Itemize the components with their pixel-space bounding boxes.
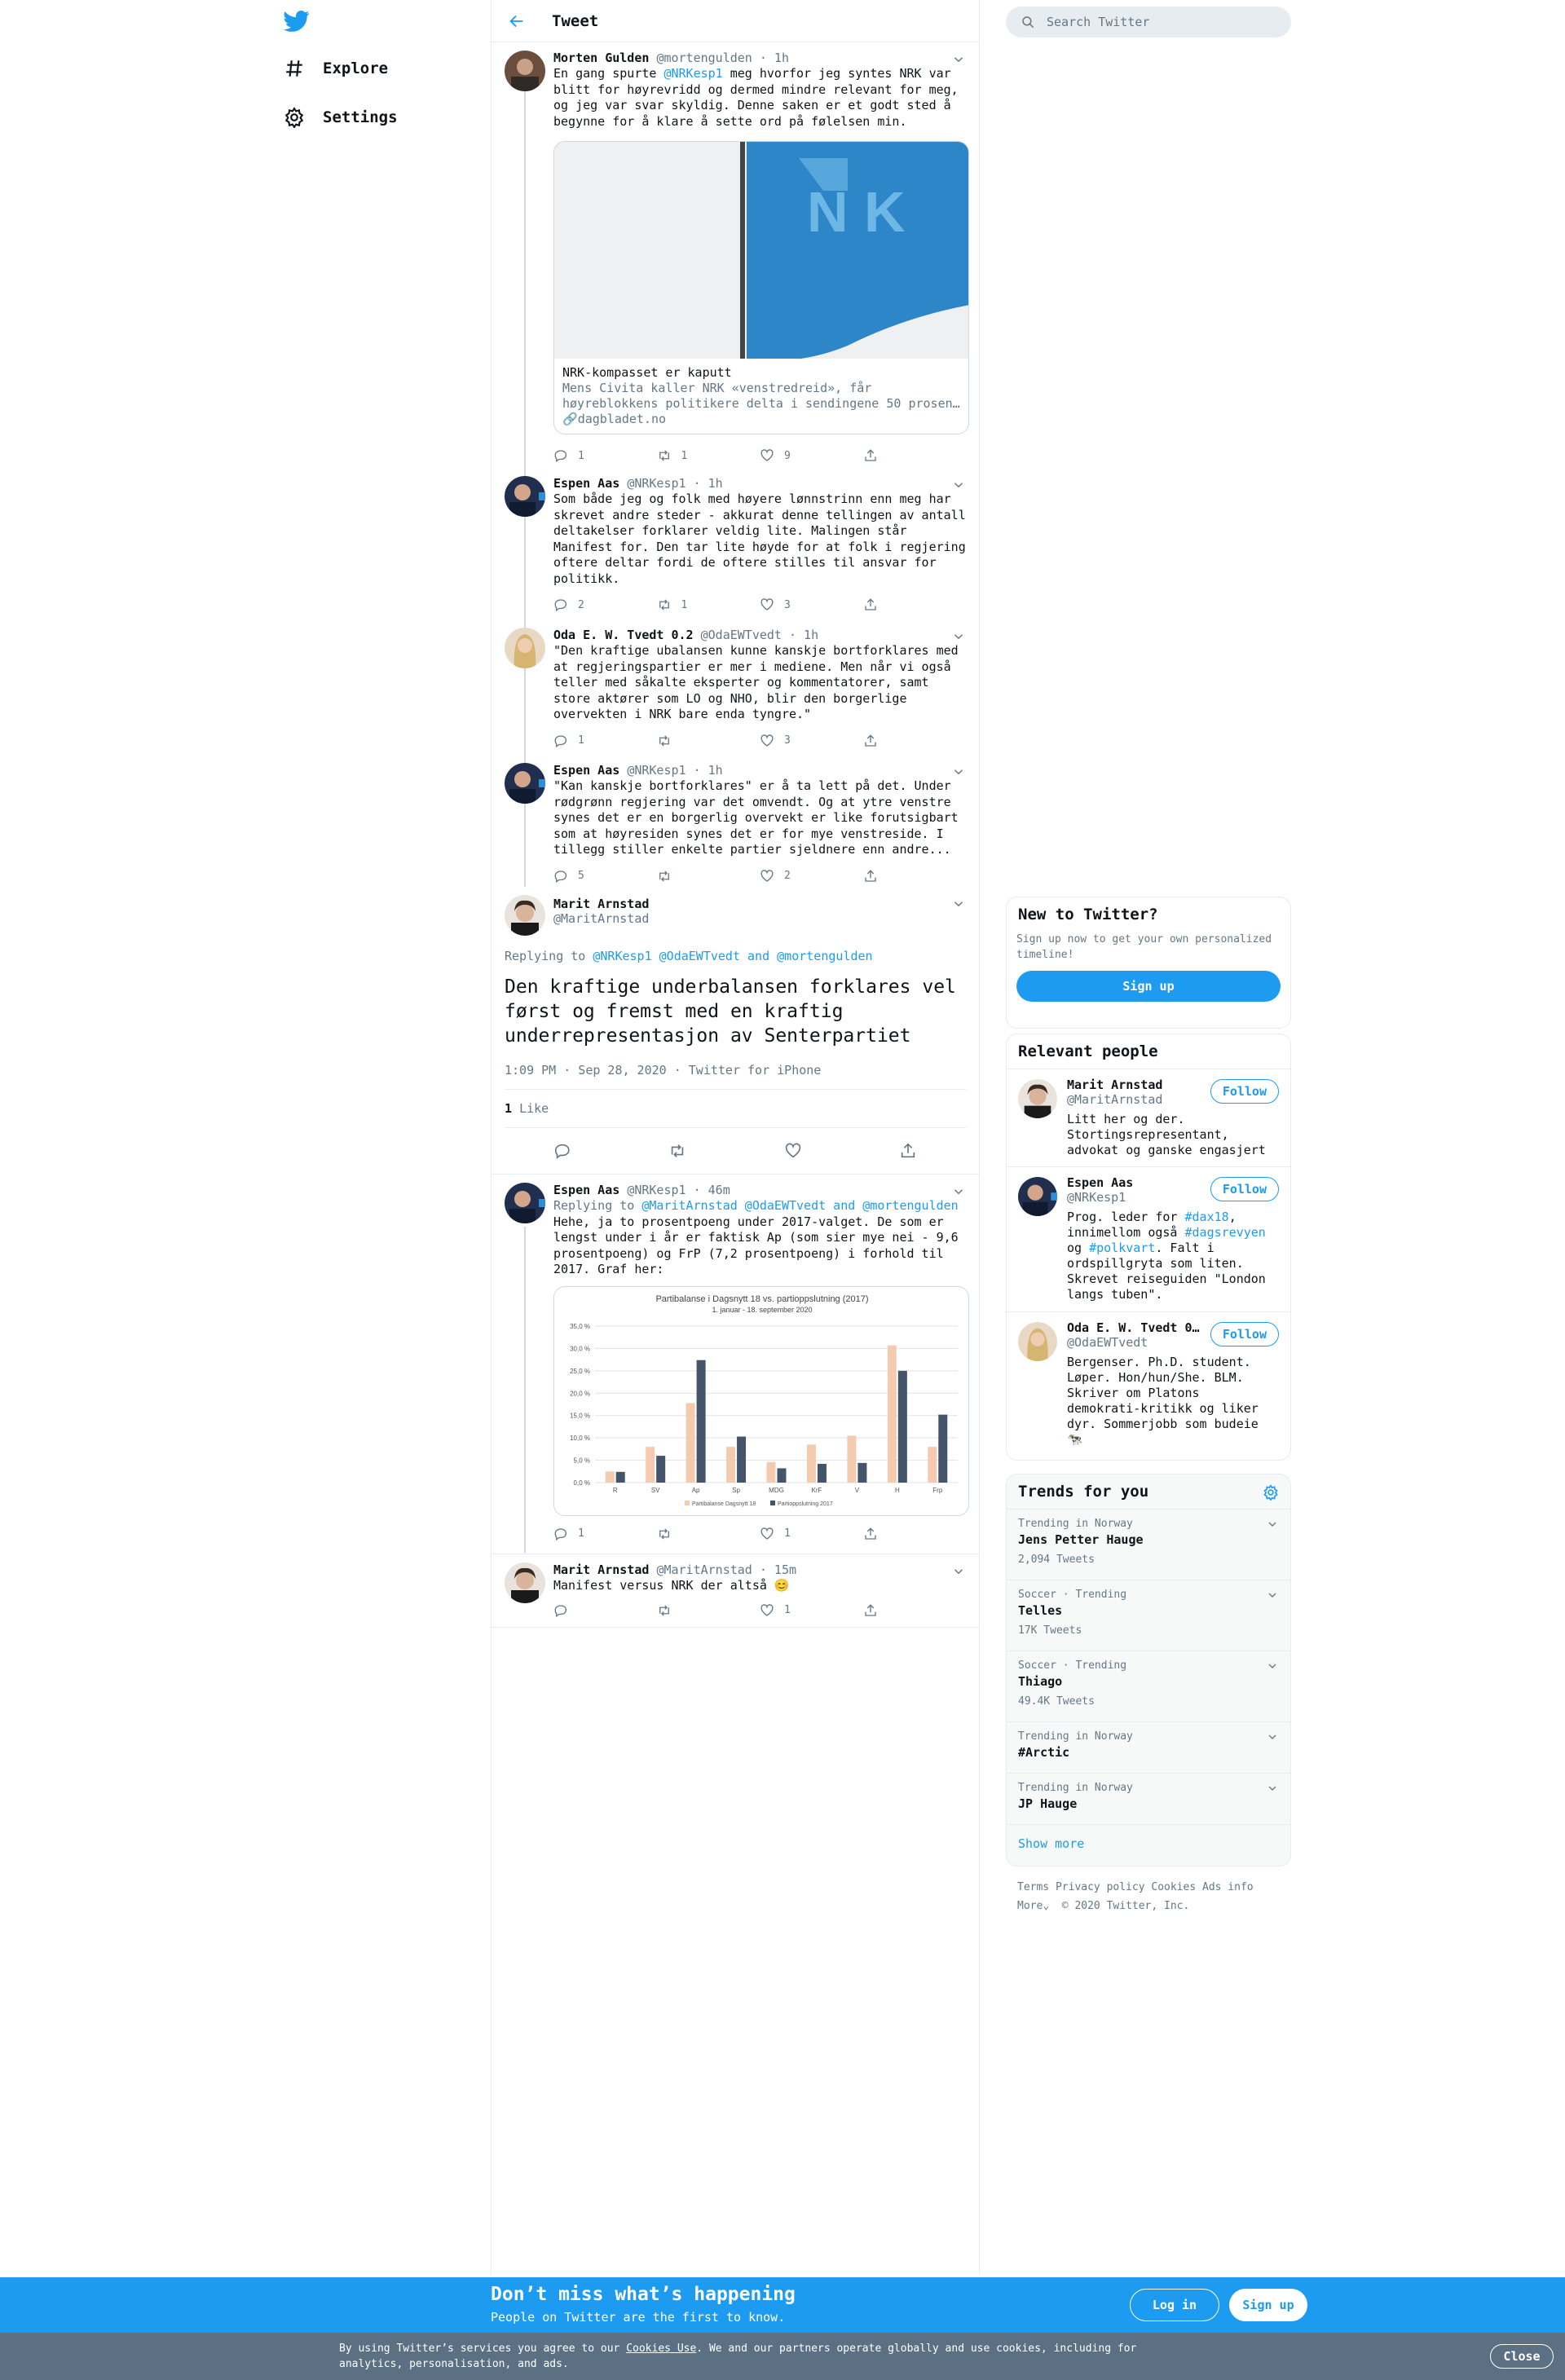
y-tick-label: 35,0 %	[570, 1322, 590, 1330]
like-button[interactable]	[760, 869, 863, 884]
person-bio	[1067, 1210, 1271, 1302]
share-button[interactable]	[863, 597, 967, 612]
new-to-twitter-box	[1006, 897, 1291, 1029]
person-handle: @OdaEWTvedt	[1067, 1335, 1148, 1350]
main-column	[491, 0, 980, 2274]
reply-count: 5	[578, 870, 584, 882]
author-handle: @MaritArnstad	[656, 1562, 752, 1577]
replying-label: Replying to	[505, 949, 593, 963]
trend-context: Trending in Norway	[1018, 1518, 1133, 1530]
like-button[interactable]	[760, 448, 863, 463]
replying-to	[553, 1198, 966, 1214]
reply-icon	[553, 734, 568, 748]
person-card[interactable]	[1007, 1166, 1290, 1311]
tweet-text: Som både jeg og folk med høyere lønnstrinn enn meg har skrevet andre steder - akkurat denne tellingen av antall deltakelser forklarer veldig lite. Malingen står Manifest for. Den tar lite høyde for at folk i regjering oftere deltar fordi de oftere stilles til ansvar for politikk.	[553, 491, 966, 586]
trend-context: Trending in Norway	[1018, 1730, 1133, 1743]
reply-button[interactable]	[553, 597, 657, 612]
chart-bar	[807, 1444, 816, 1483]
like-count: 2	[784, 870, 791, 882]
chart-legend	[685, 1501, 833, 1507]
footer-copyright: © 2020 Twitter, Inc.	[1061, 1900, 1190, 1912]
follow-button[interactable]: Follow	[1210, 1079, 1279, 1104]
person-bio: Bergenser. Ph.D. student. Løper. Hon/hun/She. BLM. Skriver om Platons demokrati-kritikk og liker dyr. Sommerjobb som budeie 🐄	[1067, 1355, 1259, 1447]
heart-icon	[760, 1603, 774, 1618]
link-card[interactable]	[553, 141, 969, 434]
nav-settings[interactable]	[284, 99, 398, 135]
tweet-text	[553, 66, 966, 130]
chart-bar	[778, 1468, 787, 1483]
reply-icon[interactable]	[553, 1142, 571, 1160]
svg-text:N: N	[807, 180, 849, 244]
like-count: 9	[784, 449, 791, 462]
tweet-time[interactable]: · 1h	[789, 628, 819, 642]
reply-tweet[interactable]	[492, 1175, 979, 1554]
bio-text: , innimellom også	[1067, 1210, 1237, 1240]
author-name[interactable]: Oda E. W. Tvedt 0.2	[553, 628, 694, 642]
person-name[interactable]: Espen Aas	[1067, 1175, 1134, 1190]
trend-count: 2,094 Tweets	[1018, 1554, 1095, 1566]
new-to-twitter-title: New to Twitter?	[1018, 906, 1158, 923]
like-count: 3	[784, 734, 791, 747]
chart-bar	[898, 1370, 907, 1482]
nav-explore[interactable]	[284, 51, 388, 86]
banner-signup-button[interactable]: Sign up	[1229, 2289, 1307, 2321]
reply-button[interactable]	[553, 448, 657, 463]
reply-icon	[553, 869, 568, 884]
focal-text: Den kraftige underbalansen forklares vel først og fremst med en kraftig underrepresentasjon av Senterpartiet	[505, 976, 956, 1047]
footer-more[interactable]: More	[1017, 1900, 1043, 1912]
show-more-link[interactable]: Show more	[1007, 1824, 1290, 1865]
heart-icon	[760, 734, 774, 748]
share-icon[interactable]	[899, 1142, 917, 1160]
retweet-button[interactable]	[657, 734, 760, 748]
retweet-icon	[657, 1527, 672, 1541]
reply-count: 1	[578, 734, 584, 747]
reply-count: 1	[578, 1527, 584, 1540]
retweet-icon[interactable]	[668, 1142, 686, 1160]
author-handle: @NRKesp1	[627, 1183, 686, 1197]
chevron-down-icon[interactable]	[951, 765, 966, 779]
search-placeholder: Search Twitter	[1047, 15, 1150, 29]
share-icon	[863, 734, 878, 748]
thread-tweet[interactable]	[492, 619, 979, 755]
signup-button[interactable]: Sign up	[1016, 971, 1281, 1002]
person-handle: @MaritArnstad	[1067, 1092, 1163, 1107]
chevron-down-icon: ⌄	[1043, 1900, 1050, 1912]
footer-terms[interactable]: Terms	[1017, 1881, 1050, 1893]
page-title: Tweet	[552, 11, 599, 30]
author-handle: @NRKesp1	[627, 763, 686, 778]
trends-box	[1006, 1474, 1291, 1867]
person-name[interactable]: Marit Arnstad	[1067, 1078, 1163, 1092]
person-card[interactable]	[1007, 1069, 1290, 1166]
tweet-time[interactable]: · 1h	[693, 763, 723, 778]
share-button[interactable]	[863, 869, 967, 884]
share-icon	[863, 1603, 878, 1618]
author-name[interactable]: Morten Gulden	[553, 51, 650, 65]
chevron-down-icon[interactable]	[1266, 1730, 1279, 1743]
card-domain-text: dagbladet.no	[577, 412, 667, 426]
share-button[interactable]	[863, 1527, 967, 1541]
mention-link[interactable]: @NRKesp1	[663, 66, 723, 81]
reply-icon	[553, 1527, 568, 1541]
settings-gear-icon[interactable]	[1263, 1484, 1279, 1501]
main-header	[492, 0, 979, 42]
legend-swatch	[685, 1501, 690, 1505]
like-count: 1	[784, 1604, 791, 1616]
signup-banner	[0, 2277, 1565, 2333]
reply-button[interactable]	[553, 1527, 657, 1541]
chart-image[interactable]	[553, 1286, 969, 1516]
x-tick-label: MDG	[769, 1486, 784, 1494]
nav-settings-label: Settings	[323, 108, 398, 126]
avatar[interactable]	[505, 1183, 545, 1223]
author-name[interactable]: Marit Arnstad	[553, 897, 650, 911]
chevron-down-icon[interactable]	[1266, 1589, 1279, 1602]
heart-icon[interactable]	[784, 1142, 802, 1160]
card-desc: høyreblokkens politikere delta i sendingene 50 prosen…	[562, 396, 960, 411]
replying-to-links[interactable]: @MaritArnstad @OdaEWTvedt and @mortengulden	[641, 1198, 959, 1213]
heart-icon	[760, 869, 774, 884]
chevron-down-icon[interactable]	[951, 897, 966, 911]
author-name[interactable]: Espen Aas	[553, 763, 620, 778]
trend-name: JP Hauge	[1018, 1796, 1078, 1811]
footer-privacy[interactable]: Privacy policy	[1055, 1881, 1145, 1893]
avatar[interactable]	[1018, 1322, 1057, 1361]
tweet-text: Manifest versus NRK der altså 😊	[553, 1578, 790, 1593]
y-tick-label: 15,0 %	[570, 1412, 590, 1420]
y-tick-label: 0,0 %	[573, 1479, 590, 1487]
gear-icon	[284, 107, 305, 128]
avatar[interactable]	[505, 895, 545, 936]
reply-button[interactable]	[553, 1603, 657, 1618]
chevron-down-icon[interactable]	[951, 629, 966, 644]
avatar[interactable]	[505, 1562, 545, 1603]
trend-item[interactable]	[1007, 1651, 1290, 1721]
author-name[interactable]: Espen Aas	[553, 1183, 620, 1197]
retweet-icon	[657, 448, 672, 463]
like-count: 3	[784, 598, 791, 611]
author-handle: @MaritArnstad	[553, 911, 650, 926]
replying-to-links[interactable]: @NRKesp1 @OdaEWTvedt and @mortengulden	[593, 949, 873, 963]
new-to-twitter-desc: Sign up now to get your own personalized timeline!	[1016, 933, 1272, 961]
x-tick-label: Frp	[932, 1486, 943, 1494]
replying-label: Replying to	[553, 1198, 642, 1213]
chart-bar	[606, 1471, 615, 1483]
share-icon	[863, 869, 878, 884]
chevron-down-icon[interactable]	[1266, 1659, 1279, 1673]
avatar[interactable]	[505, 763, 545, 804]
y-tick-label: 5,0 %	[573, 1457, 590, 1465]
y-tick-label: 10,0 %	[570, 1434, 590, 1442]
retweet-button[interactable]	[657, 869, 760, 884]
person-name[interactable]: Oda E. W. Tvedt 0…	[1067, 1320, 1200, 1335]
likes-count: 1	[505, 1101, 513, 1116]
person-card[interactable]	[1007, 1311, 1290, 1458]
retweet-icon	[657, 597, 672, 612]
banner-headline: Don’t miss what’s happening	[491, 2284, 796, 2305]
tweet-text: "Kan kanskje bortforklares" er å ta lett på det. Under rødgrønn regjering var det omvendt. Og at ytre venstre synes det er en borgerlig overvekt er like forutsigbart som at høyresiden synes det er for mye venstreside. I tillegg stiller enkelte partier sjeldnere enn andre...	[553, 778, 959, 857]
x-tick-label: SV	[650, 1486, 660, 1494]
retweet-count: 1	[681, 598, 688, 611]
trend-context: Soccer · Trending	[1018, 1589, 1127, 1601]
chevron-down-icon[interactable]	[951, 1184, 966, 1199]
retweet-button[interactable]	[657, 448, 760, 463]
avatar[interactable]	[1018, 1177, 1057, 1216]
chevron-down-icon[interactable]	[1266, 1518, 1279, 1531]
chart-bar	[857, 1462, 866, 1482]
chart-bar	[646, 1447, 655, 1483]
card-title: NRK-kompasset er kaputt	[562, 365, 732, 380]
chart-bar	[847, 1435, 856, 1483]
share-button[interactable]	[863, 448, 967, 463]
chart-bar	[818, 1463, 827, 1482]
svg-text:K: K	[864, 180, 906, 244]
hashtag-link[interactable]: #dagsrevyen	[1184, 1225, 1266, 1240]
person-handle: @NRKesp1	[1067, 1190, 1126, 1205]
likes-summary[interactable]	[505, 1090, 966, 1128]
chevron-down-icon[interactable]	[1266, 1782, 1279, 1795]
x-tick-label: V	[854, 1486, 860, 1494]
retweet-icon	[657, 1603, 672, 1618]
chart-bar	[726, 1447, 735, 1483]
legend-label: Partioppslutning 2017	[778, 1501, 833, 1507]
trend-name: #Arctic	[1018, 1745, 1070, 1760]
trend-name: Thiago	[1018, 1674, 1063, 1689]
heart-icon	[760, 597, 774, 612]
retweet-button[interactable]	[657, 1603, 760, 1618]
thread-line	[524, 1227, 526, 1553]
focal-tweet	[492, 887, 979, 1175]
back-arrow-icon[interactable]	[508, 12, 526, 30]
chart-title: Partibalanse i Dagsnytt 18 vs. partioppslutning (2017)	[655, 1294, 869, 1304]
cookie-close-button[interactable]: Close	[1490, 2344, 1554, 2369]
y-tick-label: 25,0 %	[570, 1367, 590, 1375]
chart-bar	[616, 1471, 625, 1482]
cookie-text-part: . We and our partners operate globally and use cookies, including for analytics, personalisation, and ads.	[339, 2343, 1137, 2370]
hashtag-link[interactable]: #dax18	[1184, 1210, 1229, 1224]
trend-name: Telles	[1018, 1603, 1063, 1618]
author-handle: @mortengulden	[656, 51, 752, 65]
replying-to	[505, 949, 966, 963]
reply-button[interactable]	[553, 869, 657, 884]
retweet-button[interactable]	[657, 1527, 760, 1541]
like-button[interactable]	[760, 1603, 863, 1618]
person-bio: Litt her og der. Stortingsrepresentant, advokat og ganske engasjert	[1067, 1112, 1266, 1157]
avatar[interactable]	[1018, 1079, 1057, 1118]
search-bar[interactable]	[1006, 7, 1291, 37]
follow-button[interactable]: Follow	[1210, 1322, 1279, 1346]
like-button[interactable]	[760, 1527, 863, 1541]
retweet-icon	[657, 869, 672, 884]
link-card-image	[554, 142, 968, 359]
share-icon	[863, 1527, 878, 1541]
author-handle: @NRKesp1	[627, 476, 686, 491]
x-tick-label: H	[894, 1486, 900, 1494]
chart-subtitle: 1. januar - 18. september 2020	[712, 1305, 813, 1314]
trend-context: Soccer · Trending	[1018, 1659, 1127, 1672]
relevant-people-box	[1006, 1034, 1291, 1461]
like-button[interactable]	[760, 597, 863, 612]
thread-tweet[interactable]	[492, 42, 979, 468]
x-tick-label: R	[612, 1486, 618, 1494]
trend-count: 49.4K Tweets	[1018, 1695, 1095, 1708]
cookie-notice	[0, 2333, 1565, 2380]
x-tick-label: Ap	[691, 1486, 700, 1494]
author-name[interactable]: Marit Arnstad	[553, 1562, 650, 1577]
chevron-down-icon[interactable]	[951, 1564, 966, 1579]
avatar[interactable]	[505, 628, 545, 668]
chart-bar	[656, 1456, 665, 1483]
share-button[interactable]	[863, 734, 967, 748]
follow-button[interactable]: Follow	[1210, 1177, 1279, 1201]
heart-icon	[760, 1527, 774, 1541]
author-handle: @OdaEWTvedt	[700, 628, 782, 642]
retweet-button[interactable]	[657, 597, 760, 612]
y-tick-label: 20,0 %	[570, 1389, 590, 1397]
chart-bar	[737, 1436, 746, 1483]
avatar[interactable]	[505, 51, 545, 91]
reply-icon	[553, 1603, 568, 1618]
reply-icon	[553, 597, 568, 612]
tweet-time[interactable]: · 46m	[693, 1183, 730, 1197]
hashtag-link[interactable]: #polkvart	[1089, 1241, 1156, 1255]
trend-count: 17K Tweets	[1018, 1624, 1082, 1637]
chart-bar	[686, 1403, 695, 1483]
chart-bar	[697, 1360, 706, 1482]
x-tick-label: KrF	[811, 1486, 822, 1494]
footer-cookies[interactable]: Cookies	[1151, 1881, 1197, 1893]
link-icon: 🔗	[562, 412, 578, 426]
likes-label: Like	[519, 1101, 549, 1116]
cookie-text-part: By using Twitter’s services you agree to our	[339, 2343, 627, 2355]
trend-item[interactable]	[1007, 1580, 1290, 1651]
trend-item[interactable]	[1007, 1773, 1290, 1824]
reply-tweet[interactable]	[492, 1554, 979, 1628]
search-icon	[1021, 15, 1035, 29]
heart-icon	[760, 448, 774, 463]
hashtag-icon	[284, 58, 305, 79]
y-tick-label: 30,0 %	[570, 1344, 590, 1352]
card-desc: Mens Civita kaller NRK «venstredreid», får	[562, 381, 872, 395]
thread-tweet[interactable]	[492, 468, 979, 619]
trends-title: Trends for you	[1018, 1483, 1149, 1501]
bio-text: Prog. leder for	[1067, 1210, 1185, 1224]
relevant-people-title: Relevant people	[1018, 1042, 1158, 1060]
tweet-time[interactable]: · 1h	[693, 476, 723, 491]
banner-subtitle: People on Twitter are the first to know.	[491, 2310, 786, 2325]
like-button[interactable]	[760, 734, 863, 748]
footer-ads[interactable]: Ads info	[1202, 1881, 1254, 1893]
tweet-text: Hehe, ja to prosentpoeng under 2017-valget. De som er lengst under i år er faktisk Ap (som sier mye nei - 9,6 prosentpoeng) og FrP (7,2 prosentpoeng) i forhold til 2017. Graf her:	[553, 1214, 959, 1276]
chart-bar	[938, 1414, 947, 1482]
chart-bar	[767, 1461, 776, 1482]
footer-links	[1017, 1878, 1254, 1915]
chart-bar	[888, 1345, 897, 1482]
tweet-text-part: En gang spurte	[553, 66, 664, 81]
trend-item[interactable]	[1007, 1509, 1290, 1580]
thread-tweet[interactable]	[492, 755, 979, 887]
author-name[interactable]: Espen Aas	[553, 476, 620, 491]
chart-bar	[928, 1447, 937, 1483]
cookie-text	[339, 2341, 1154, 2372]
bio-text: . Falt i ordspillgryta som liten. Skrevet reiseguiden "London langs tuben".	[1067, 1241, 1266, 1302]
avatar[interactable]	[505, 476, 545, 517]
reply-icon	[553, 448, 568, 463]
share-button[interactable]	[863, 1603, 967, 1618]
nav-explore-label: Explore	[323, 60, 389, 77]
x-tick-label: Sp	[732, 1486, 740, 1494]
reply-count: 2	[578, 598, 584, 611]
share-icon	[863, 448, 878, 463]
login-button[interactable]: Log in	[1130, 2289, 1219, 2321]
chevron-down-icon[interactable]	[951, 52, 966, 67]
trend-context: Trending in Norway	[1018, 1782, 1133, 1794]
tweet-text-part: meg hvorfor jeg syntes NRK var blitt for høyrevridd og dermed mindre relevant for meg, og jeg var svar skyldig. Denne saken er et godt sted å begynne for å klare å sette ord på følelsen min.	[553, 66, 959, 129]
chart-bars	[606, 1345, 948, 1493]
retweet-count: 1	[681, 449, 688, 462]
trend-name: Jens Petter Hauge	[1018, 1532, 1144, 1547]
reply-count: 1	[578, 449, 584, 462]
legend-swatch	[770, 1501, 775, 1505]
like-count: 1	[784, 1527, 791, 1540]
focal-timestamp[interactable]: 1:09 PM · Sep 28, 2020 · Twitter for iPhone	[505, 1063, 966, 1090]
retweet-icon	[657, 734, 672, 748]
trend-item[interactable]	[1007, 1721, 1290, 1773]
reply-button[interactable]	[553, 734, 657, 748]
tweet-time[interactable]: · 15m	[759, 1562, 797, 1577]
chevron-down-icon[interactable]	[951, 478, 966, 492]
cookies-use-link[interactable]: Cookies Use	[626, 2343, 697, 2355]
tweet-text: "Den kraftige ubalansen kunne kanskje bortforklares med at regjeringspartier er mer i mediene. Men når vi også teller med såkalte eksperter og kommentatorer, samt store aktører som LO og NHO, blir den borgerlige overvekten i NRK bare enda tyngre."	[553, 643, 959, 721]
card-domain	[562, 412, 960, 427]
tweet-time[interactable]: · 1h	[759, 51, 789, 65]
bio-text: og	[1067, 1241, 1090, 1255]
legend-label: Partibalanse Dagsnytt 18	[692, 1501, 756, 1507]
twitter-logo-icon[interactable]	[284, 8, 316, 41]
share-icon	[863, 597, 878, 612]
